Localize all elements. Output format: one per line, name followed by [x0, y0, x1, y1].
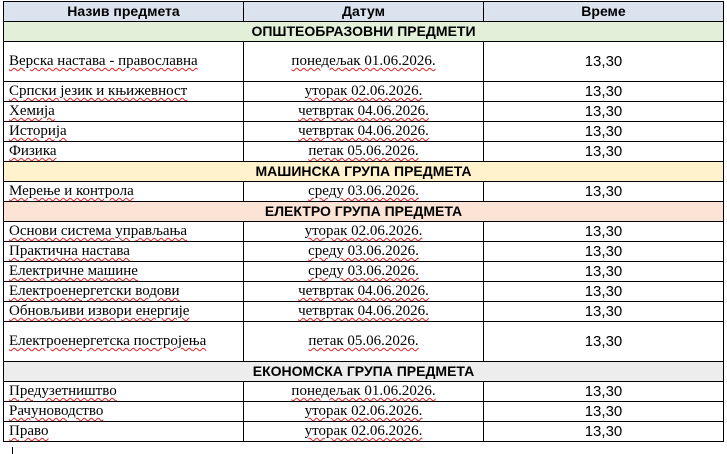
- group-header-row: [4, 202, 724, 222]
- time-cell-text: 13,30: [584, 143, 623, 160]
- date-cell: [244, 262, 484, 282]
- group-title: ОПШТЕОБРАЗОВНИ ПРЕДМЕТИ: [4, 22, 724, 42]
- text-cursor: [12, 447, 13, 454]
- time-cell-text: 13,30: [584, 333, 623, 350]
- subject-cell: [4, 322, 244, 362]
- date-cell-text: четвртак 04.06.2026.: [298, 103, 429, 119]
- header-time: Време: [484, 2, 724, 22]
- time-cell: [484, 182, 724, 202]
- date-cell-text: петак 05.06.2026.: [308, 143, 419, 159]
- table-row: [4, 262, 724, 282]
- subject-cell: [4, 42, 244, 82]
- time-cell: [484, 262, 724, 282]
- subject-cell-text: Практична настава: [9, 243, 130, 259]
- date-cell-text: четвртак 04.06.2026.: [298, 123, 429, 139]
- table-row: [4, 222, 724, 242]
- date-cell: [244, 142, 484, 162]
- time-cell-text: 13,30: [584, 183, 623, 200]
- time-cell: [484, 42, 724, 82]
- subject-cell-text: Историја: [9, 123, 67, 139]
- table-row: [4, 182, 724, 202]
- subject-cell-text: Основи система управљања: [9, 223, 188, 239]
- date-cell: [244, 422, 484, 442]
- date-cell-text: четвртак 04.06.2026.: [298, 303, 429, 319]
- time-cell-text: 13,30: [584, 223, 623, 240]
- time-cell: [484, 322, 724, 362]
- date-cell-text: среду 03.06.2026.: [308, 263, 419, 279]
- subject-cell: [4, 102, 244, 122]
- date-cell: [244, 382, 484, 402]
- subject-cell: [4, 82, 244, 102]
- table-row: [4, 282, 724, 302]
- table-row: [4, 42, 724, 82]
- date-cell: [244, 282, 484, 302]
- date-cell: [244, 322, 484, 362]
- time-cell-text: 13,30: [584, 103, 623, 120]
- subject-cell: [4, 182, 244, 202]
- time-cell-text: 13,30: [584, 423, 623, 440]
- date-cell-text: уторак 02.06.2026.: [304, 423, 423, 439]
- date-cell: [244, 102, 484, 122]
- time-cell: [484, 302, 724, 322]
- time-cell: [484, 142, 724, 162]
- subject-cell: [4, 282, 244, 302]
- time-cell: [484, 102, 724, 122]
- subject-cell-text: Српски језик и књижевност: [9, 83, 188, 99]
- time-cell-text: 13,30: [584, 403, 623, 420]
- time-cell-text: 13,30: [584, 303, 623, 320]
- table-row: [4, 422, 724, 442]
- group-title: МАШИНСКА ГРУПА ПРЕДМЕТА: [4, 162, 724, 182]
- header-subject: Назив предмета: [4, 2, 244, 22]
- date-cell: [244, 42, 484, 82]
- table-row: [4, 322, 724, 362]
- date-cell-text: понедељак 01.06.2026.: [291, 53, 436, 69]
- subject-cell-text: Предузетништво: [9, 383, 117, 399]
- time-cell-text: 13,30: [584, 53, 623, 70]
- subject-cell-text: Електроенергетска постројења: [9, 333, 207, 349]
- table-row: [4, 402, 724, 422]
- group-header-row: [4, 22, 724, 42]
- subject-cell: [4, 142, 244, 162]
- table-row: [4, 82, 724, 102]
- date-cell: [244, 182, 484, 202]
- date-cell: [244, 222, 484, 242]
- table-row: [4, 122, 724, 142]
- subject-cell: [4, 122, 244, 142]
- time-cell-text: 13,30: [584, 383, 623, 400]
- table-row: [4, 102, 724, 122]
- time-cell: [484, 122, 724, 142]
- time-cell: [484, 422, 724, 442]
- date-cell: [244, 82, 484, 102]
- time-cell-text: 13,30: [584, 283, 623, 300]
- schedule-body: [4, 22, 724, 442]
- date-cell-text: уторак 02.06.2026.: [304, 223, 423, 239]
- subject-cell: [4, 262, 244, 282]
- date-cell-text: петак 05.06.2026.: [308, 333, 419, 349]
- subject-cell: [4, 302, 244, 322]
- subject-cell-text: Електроенергетски водови: [9, 283, 180, 299]
- time-cell: [484, 82, 724, 102]
- time-cell-text: 13,30: [584, 263, 623, 280]
- subject-cell-text: Обновљиви извори енергије: [9, 303, 190, 319]
- table-row: [4, 242, 724, 262]
- date-cell-text: четвртак 04.06.2026.: [298, 283, 429, 299]
- date-cell-text: среду 03.06.2026.: [308, 183, 419, 199]
- date-cell: [244, 402, 484, 422]
- time-cell: [484, 282, 724, 302]
- date-cell-text: уторак 02.06.2026.: [304, 403, 423, 419]
- subject-cell: [4, 242, 244, 262]
- date-cell: [244, 302, 484, 322]
- exam-schedule-table: [3, 1, 724, 442]
- group-header-row: [4, 362, 724, 382]
- date-cell-text: понедељак 01.06.2026.: [291, 383, 436, 399]
- time-cell-text: 13,30: [584, 83, 623, 100]
- time-cell-text: 13,30: [584, 243, 623, 260]
- subject-cell-text: Право: [9, 423, 49, 439]
- time-cell: [484, 382, 724, 402]
- time-cell: [484, 222, 724, 242]
- subject-cell-text: Електричне машине: [9, 263, 138, 279]
- subject-cell-text: Хемија: [9, 103, 55, 119]
- date-cell-text: уторак 02.06.2026.: [304, 83, 423, 99]
- subject-cell: [4, 222, 244, 242]
- subject-cell-text: Мерење и контрола: [9, 183, 134, 199]
- header-row: [4, 2, 724, 22]
- table-row: [4, 302, 724, 322]
- subject-cell-text: Физика: [9, 143, 57, 159]
- group-title: ЕЛЕКТРО ГРУПА ПРЕДМЕТА: [4, 202, 724, 222]
- table-row: [4, 382, 724, 402]
- subject-cell-text: Рачуноводство: [9, 403, 104, 419]
- subject-cell: [4, 402, 244, 422]
- time-cell: [484, 242, 724, 262]
- time-cell: [484, 402, 724, 422]
- subject-cell: [4, 422, 244, 442]
- table-row: [4, 142, 724, 162]
- subject-cell-text: Верска настава - православна: [9, 53, 198, 69]
- date-cell: [244, 242, 484, 262]
- time-cell-text: 13,30: [584, 123, 623, 140]
- date-cell: [244, 122, 484, 142]
- subject-cell: [4, 382, 244, 402]
- group-title: ЕКОНОМСКА ГРУПА ПРЕДМЕТА: [4, 362, 724, 382]
- header-date: Датум: [244, 2, 484, 22]
- group-header-row: [4, 162, 724, 182]
- date-cell-text: среду 03.06.2026.: [308, 243, 419, 259]
